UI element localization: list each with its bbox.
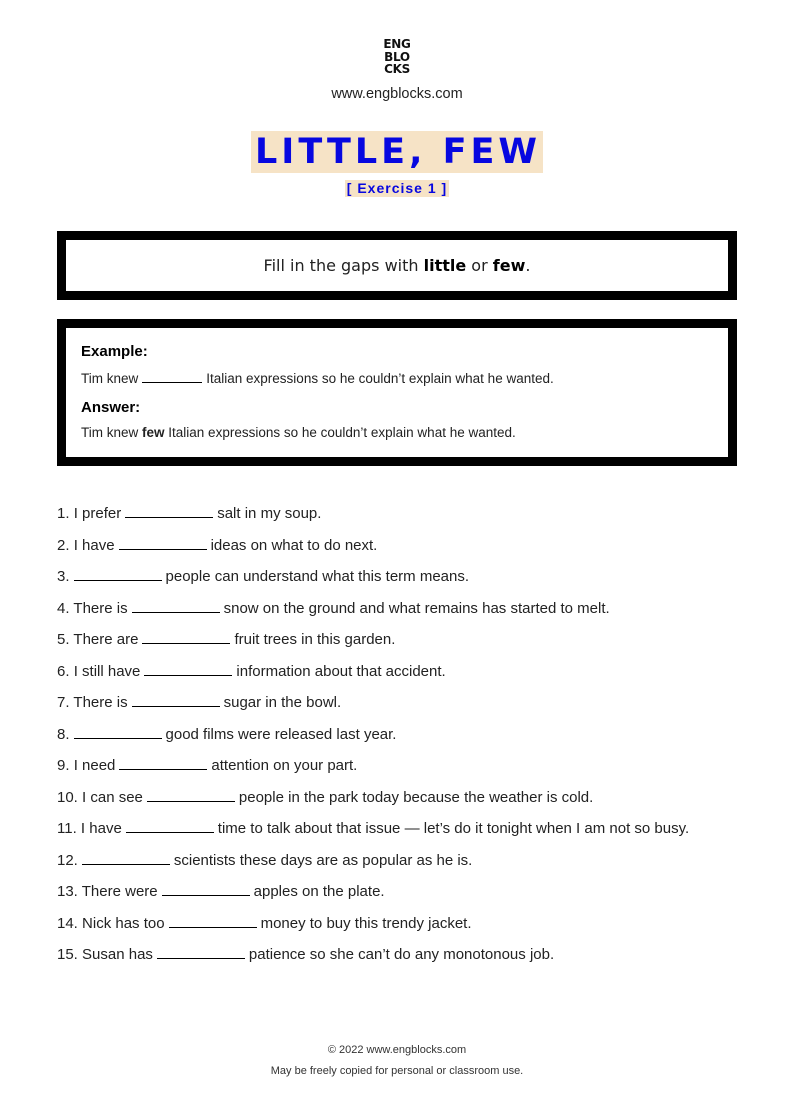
question-item: 4. There is snow on the ground and what remains has started to melt. [57,599,610,617]
answer-blank[interactable] [74,725,162,739]
question-item: 7. There is sugar in the bowl. [57,694,342,711]
question-item: 8. good films were released last year. [57,725,397,743]
question-item: 5. There are fruit trees in this garden. [57,631,396,648]
example-box [57,319,737,466]
question-item: 2. I have ideas on what to do next. [57,536,378,554]
answer-blank[interactable] [144,662,232,676]
question-item: 10. I can see people in the park today because the weather is cold. [57,788,594,806]
question-item: 14. Nick has too money to buy this trendy jacket. [57,914,472,932]
question-item: 1. I prefer salt in my soup. [57,505,322,522]
example-label: Example: [81,343,148,360]
answer-blank[interactable] [82,851,170,865]
instruction-text: Fill in the gaps with little or few. [263,256,531,275]
answer-blank[interactable] [142,630,230,644]
footer-copyright: © 2022 www.engblocks.com [327,1044,467,1056]
question-item: 9. I need attention on your part. [57,757,358,774]
exercise-subtitle: [ Exercise 1 ] [346,180,448,196]
instruction-box [57,231,737,300]
answer-blank[interactable] [147,788,235,802]
answer-blank[interactable] [119,756,207,770]
footer-license: May be freely copied for personal or classroom use. [270,1065,524,1077]
answer-blank[interactable] [125,504,213,518]
answer-blank[interactable] [126,819,214,833]
question-list [57,504,757,977]
answer-blank[interactable] [157,945,245,959]
logo-line: BLO [384,49,410,64]
answer-blank[interactable] [162,882,250,896]
logo-line: CKS [384,62,410,76]
question-item: 3. people can understand what this term means. [57,568,470,585]
answer-blank[interactable] [74,567,162,581]
example-blank [142,369,202,383]
question-item: 15. Susan has patience so she can’t do any monotonous job. [57,946,555,963]
question-item: 13. There were apples on the plate. [57,883,385,900]
logo-line: ENG [383,37,411,51]
question-item: 6. I still have information about that accident. [57,662,446,680]
answer-blank[interactable] [132,599,220,613]
answer-blank[interactable] [132,693,220,707]
instruction-word-little: little [423,256,467,275]
answer-word: few [142,425,165,440]
question-item: 12. scientists these days are as popular as he is. [57,851,473,869]
engblocks-logo [0,38,794,76]
answer-sentence: Tim knew few Italian expressions so he couldn’t explain what he wanted. [81,425,516,440]
answer-blank[interactable] [119,536,207,550]
worksheet-title: LITTLE, FEW [251,131,543,173]
question-item: 11. I have time to talk about that issue — let’s do it tonight when I am not so busy. [57,820,690,837]
example-sentence: Tim knew Italian expressions so he couldn’t explain what he wanted. [81,371,554,386]
answer-label: Answer: [81,399,141,416]
instruction-word-few: few [492,256,526,275]
site-url: www.engblocks.com [331,86,463,102]
answer-blank[interactable] [169,914,257,928]
